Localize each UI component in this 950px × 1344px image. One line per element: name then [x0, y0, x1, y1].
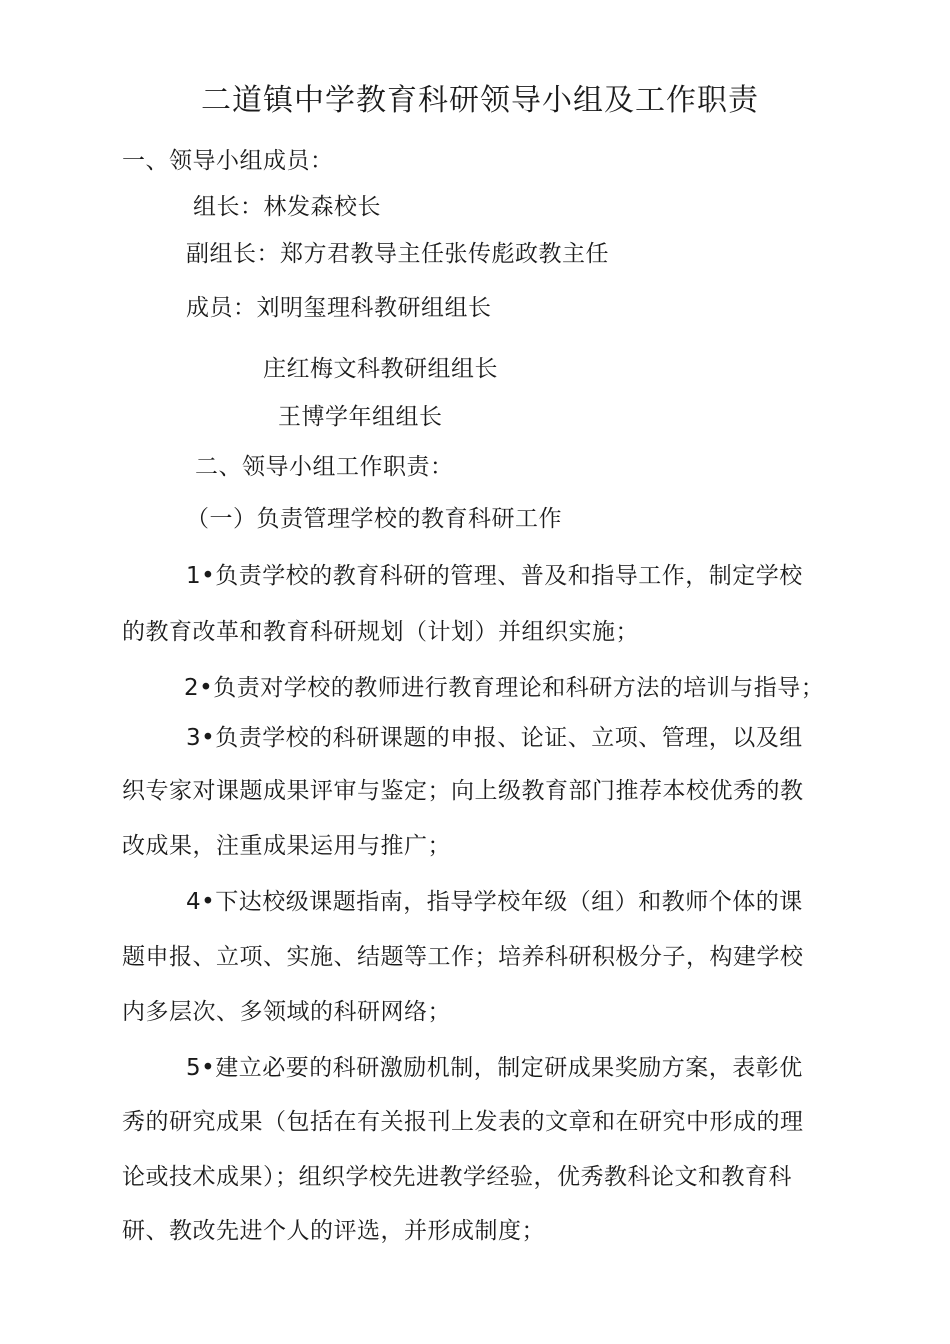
subsection-1-heading: （一）负责管理学校的教育科研工作 — [186, 506, 562, 532]
item-text: 负责学校的教育科研的管理、普及和指导工作，制定学校 — [215, 563, 803, 589]
item-number: 3• — [186, 725, 216, 751]
item-1-first-line — [186, 561, 803, 591]
item-3-line-2: 织专家对课题成果评审与鉴定；向上级教育部门推荐本校优秀的教 — [122, 778, 804, 804]
item-4-line-2: 题申报、立项、实施、结题等工作；培养科研积极分子，构建学校 — [122, 944, 804, 970]
item-2-first-line — [184, 673, 824, 703]
item-5-line-2: 秀的研究成果（包括在有关报刊上发表的文章和在研究中形成的理 — [122, 1109, 804, 1135]
member-line-2: 庄红梅文科教研组组长 — [263, 356, 498, 382]
item-3-line-3: 改成果，注重成果运用与推广； — [122, 833, 451, 859]
item-text: 负责学校的科研课题的申报、论证、立项、管理，以及组 — [215, 725, 803, 751]
item-text: 负责对学校的教师进行教育理论和科研方法的培训与指导； — [213, 675, 825, 701]
item-5-line-3: 论或技术成果）；组织学校先进教学经验，优秀教科论文和教育科 — [122, 1164, 792, 1190]
item-5-line-4: 研、教改先进个人的评选，并形成制度； — [122, 1218, 545, 1244]
section2-heading: 二、领导小组工作职责： — [195, 454, 454, 480]
item-number: 5• — [186, 1055, 216, 1081]
vice-leader-line: 副组长：郑方君教导主任张传彪政教主任 — [186, 241, 609, 267]
item-number: 4• — [186, 889, 216, 915]
item-number: 1• — [186, 563, 216, 589]
item-number: 2• — [184, 675, 214, 701]
item-5-first-line — [186, 1053, 803, 1083]
section1-heading: 一、领导小组成员： — [122, 148, 334, 174]
item-text: 建立必要的科研激励机制，制定研成果奖励方案，表彰优 — [215, 1055, 803, 1081]
item-4-line-3: 内多层次、多领域的科研网络； — [122, 999, 451, 1025]
item-1-line-2: 的教育改革和教育科研规划（计划）并组织实施； — [122, 619, 639, 645]
members-line: 成员：刘明玺理科教研组组长 — [186, 295, 492, 321]
item-3-first-line — [186, 723, 803, 753]
member-line-3: 王博学年组组长 — [278, 404, 443, 430]
page-title: 二道镇中学教育科研领导小组及工作职责 — [201, 83, 759, 118]
item-text: 下达校级课题指南，指导学校年级（组）和教师个体的课 — [215, 889, 803, 915]
leader-line: 组长：林发森校长 — [193, 194, 381, 220]
item-4-first-line — [186, 887, 803, 917]
